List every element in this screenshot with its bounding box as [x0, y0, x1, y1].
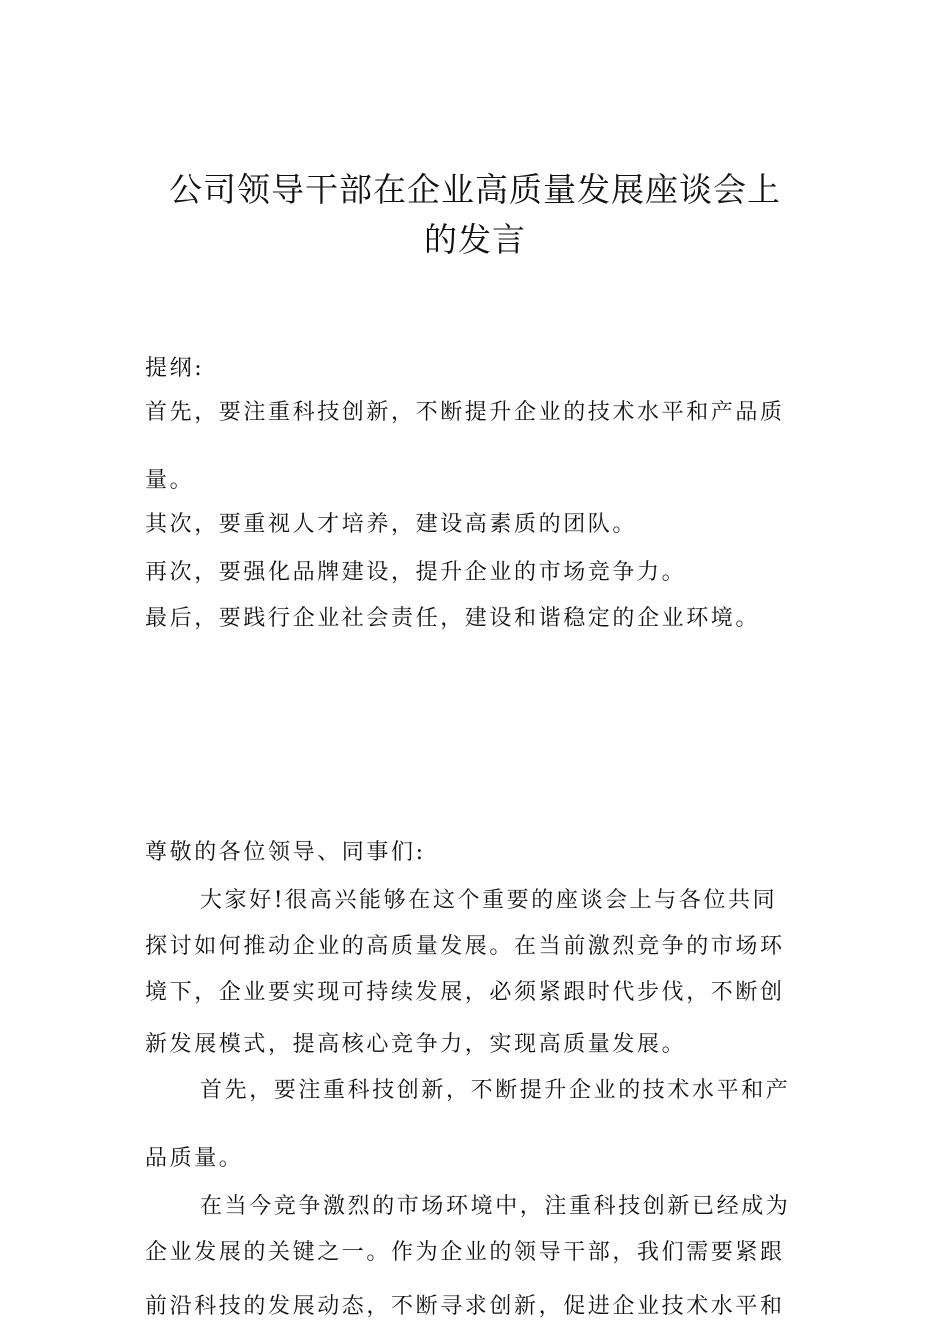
outline-line: 首先，要注重科技创新，不断提升企业的技术水平和产品质: [145, 400, 785, 425]
document-title-line-2: 的发言: [424, 220, 526, 259]
body-line: 首先，要注重科技创新，不断提升企业的技术水平和产: [200, 1078, 791, 1103]
body-line: 探讨如何推动企业的高质量发展。在当前激烈竞争的市场环: [145, 934, 785, 959]
body-line: 企业发展的关键之一。作为企业的领导干部，我们需要紧跟: [145, 1240, 785, 1265]
body-line: 境下，企业要实现可持续发展，必须紧跟时代步伐，不断创: [145, 980, 785, 1005]
body-line: 品质量。: [145, 1146, 244, 1171]
body-line: 大家好!很高兴能够在这个重要的座谈会上与各位共同: [200, 888, 778, 913]
body-line: 前沿科技的发展动态，不断寻求创新，促进企业技术水平和: [145, 1294, 785, 1319]
body-line: 新发展模式，提高核心竞争力，实现高质量发展。: [145, 1032, 687, 1057]
outline-line: 其次，要重视人才培养，建设高素质的团队。: [145, 512, 638, 537]
outline-label: 提纲:: [145, 356, 205, 381]
outline-line: 最后，要践行企业社会责任，建设和谐稳定的企业环境。: [145, 606, 761, 631]
outline-line: 再次，要强化品牌建设，提升企业的市场竞争力。: [145, 560, 687, 585]
document-title-line-1: 公司领导干部在企业高质量发展座谈会上: [169, 170, 781, 209]
salutation: 尊敬的各位领导、同事们:: [145, 840, 426, 865]
outline-line: 量。: [145, 468, 195, 493]
body-line: 在当今竞争激烈的市场环境中，注重科技创新已经成为: [200, 1194, 791, 1219]
